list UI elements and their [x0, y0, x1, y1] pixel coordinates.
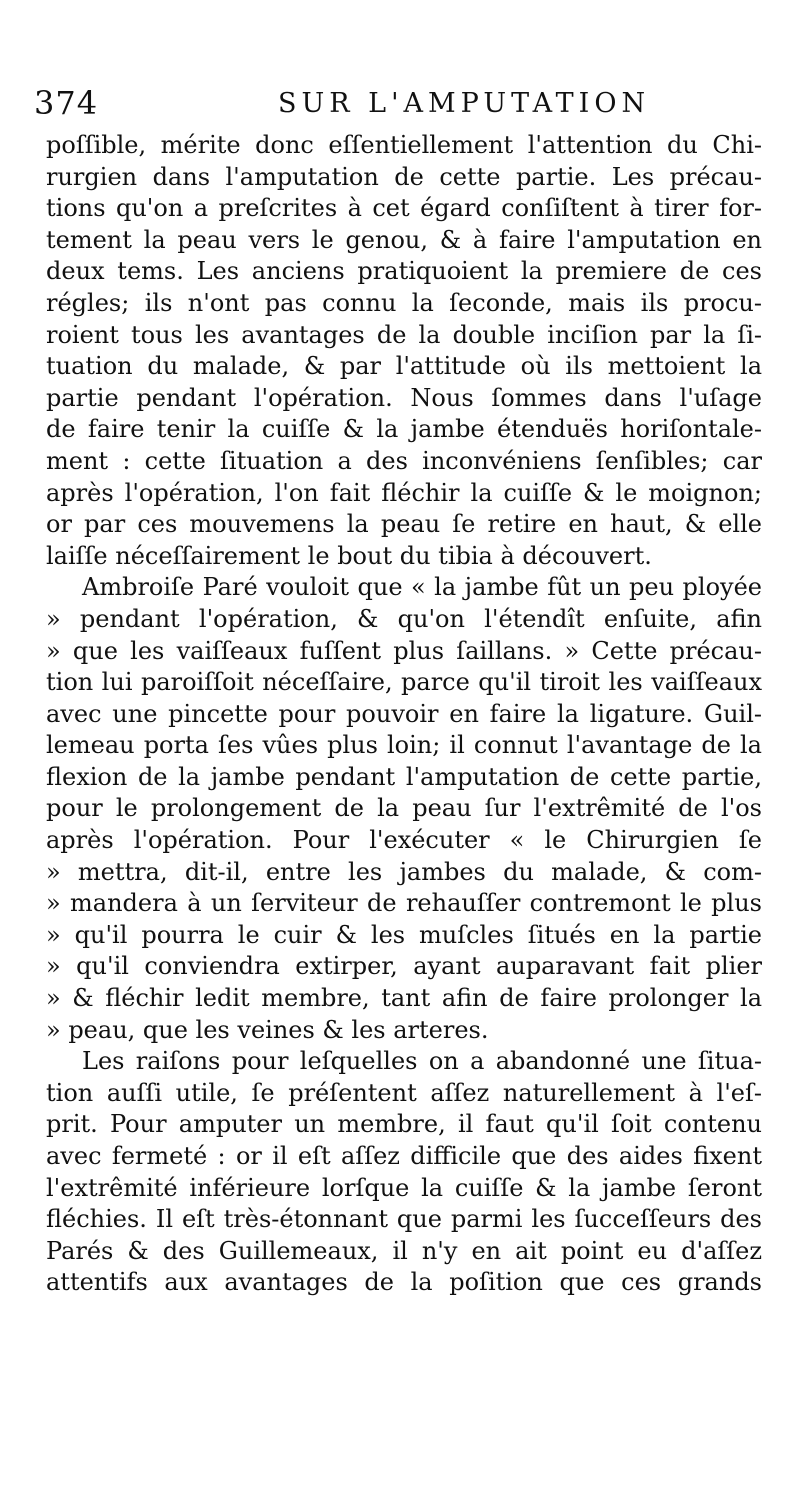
text-line: lemeau porta ſes vûes plus loin; il connut l'avantage de la	[46, 731, 762, 760]
text-line: » mandera à un ſerviteur de rehauſſer contremont le plus	[46, 889, 762, 918]
text-line: l'extrêmité inférieure lorſque la cuiſſe & la jambe ſeront	[46, 1173, 762, 1202]
text-line: partie pendant l'opération. Nous ſommes dans l'uſage	[46, 383, 762, 412]
text-line: deux tems. Les anciens pratiquoient la premiere de ces	[46, 257, 762, 286]
text-line: ment : cette ſituation a des inconvéniens ſenſibles; car	[46, 446, 762, 475]
text-line: tion lui paroiſſoit néceſſaire, parce qu'il tiroit les vaiſſeaux	[46, 668, 762, 697]
text-line: » qu'il conviendra extirper, ayant auparavant fait plier	[46, 952, 762, 981]
text-line: après l'opération, l'on fait fléchir la cuiſſe & le moignon;	[46, 478, 762, 507]
text-line: » & fléchir ledit membre, tant afin de faire prolonger la	[46, 984, 762, 1013]
text-line: flexion de la jambe pendant l'amputation de cette partie,	[46, 762, 762, 791]
text-line: laiſſe néceſſairement le bout du tibia à découvert.	[46, 541, 652, 570]
text-line: avec une pincette pour pouvoir en faire la ligature. Guil-	[46, 699, 762, 728]
text-line: » mettra, dit-il, entre les jambes du malade, & com-	[46, 857, 762, 886]
text-line: poſſible, mérite donc eſſentiellement l'attention du Chi-	[46, 131, 762, 159]
text-line: après l'opération. Pour l'exécuter « le Chirurgien ſe	[46, 826, 762, 855]
text-line: tement la peau vers le genou, & à faire l'amputation en	[46, 225, 762, 254]
text-line: tuation du malade, & par l'attitude où ils mettoient la	[46, 352, 762, 381]
text-line: rurgien dans l'amputation de cette partie. Les précau-	[46, 162, 762, 191]
text-line: attentifs aux avantages de la poſition que ces grands	[46, 1268, 762, 1297]
text-line: tion auſſi utile, ſe préſentent aſſez naturellement à l'eſ-	[46, 1078, 762, 1107]
text-line: Parés & des Guillemeaux, il n'y en ait point eu d'aſſez	[46, 1236, 762, 1265]
text-line: fléchies. Il eſt très-étonnant que parmi les ſucceſſeurs des	[46, 1205, 762, 1234]
page-header	[34, 84, 774, 124]
text-line: roient tous les avantages de la double inciſion par la ſi-	[46, 320, 762, 349]
text-line: » pendant l'opération, & qu'on l'étendît enſuite, afin	[46, 604, 762, 633]
running-head: SUR L'AMPUTATION	[278, 88, 651, 119]
text-line: or par ces mouvemens la peau ſe retire en haut, & elle	[46, 510, 762, 539]
text-line: » que les vaiſſeaux fuſſent plus ſaillans. » Cette précau-	[46, 636, 762, 665]
text-line: avec fermeté : or il eſt aſſez difficile que des aides fixent	[46, 1142, 762, 1170]
text-line: Ambroiſe Paré vouloit que « la jambe fût un peu ployée	[82, 573, 762, 602]
text-line: Les raiſons pour leſquelles on a abandonné une ſitua-	[82, 1047, 762, 1076]
text-line: » qu'il pourra le cuir & les muſcles ſitués en la partie	[46, 920, 762, 949]
text-line: de faire tenir la cuiſſe & la jambe étenduës horiſontale-	[46, 415, 762, 444]
text-line: pour le prolongement de la peau ſur l'extrêmité de l'os	[46, 794, 762, 823]
page-number: 374	[34, 84, 99, 122]
text-line: » peau, que les veines & les arteres.	[46, 1015, 489, 1044]
text-line: régles; ils n'ont pas connu la ſeconde, mais ils procu-	[46, 288, 762, 317]
text-line: tions qu'on a preſcrites à cet égard conſiſtent à tirer for-	[46, 194, 762, 223]
body-text	[46, 130, 762, 1299]
text-line: prit. Pour amputer un membre, il faut qu'il ſoit contenu	[46, 1110, 762, 1139]
